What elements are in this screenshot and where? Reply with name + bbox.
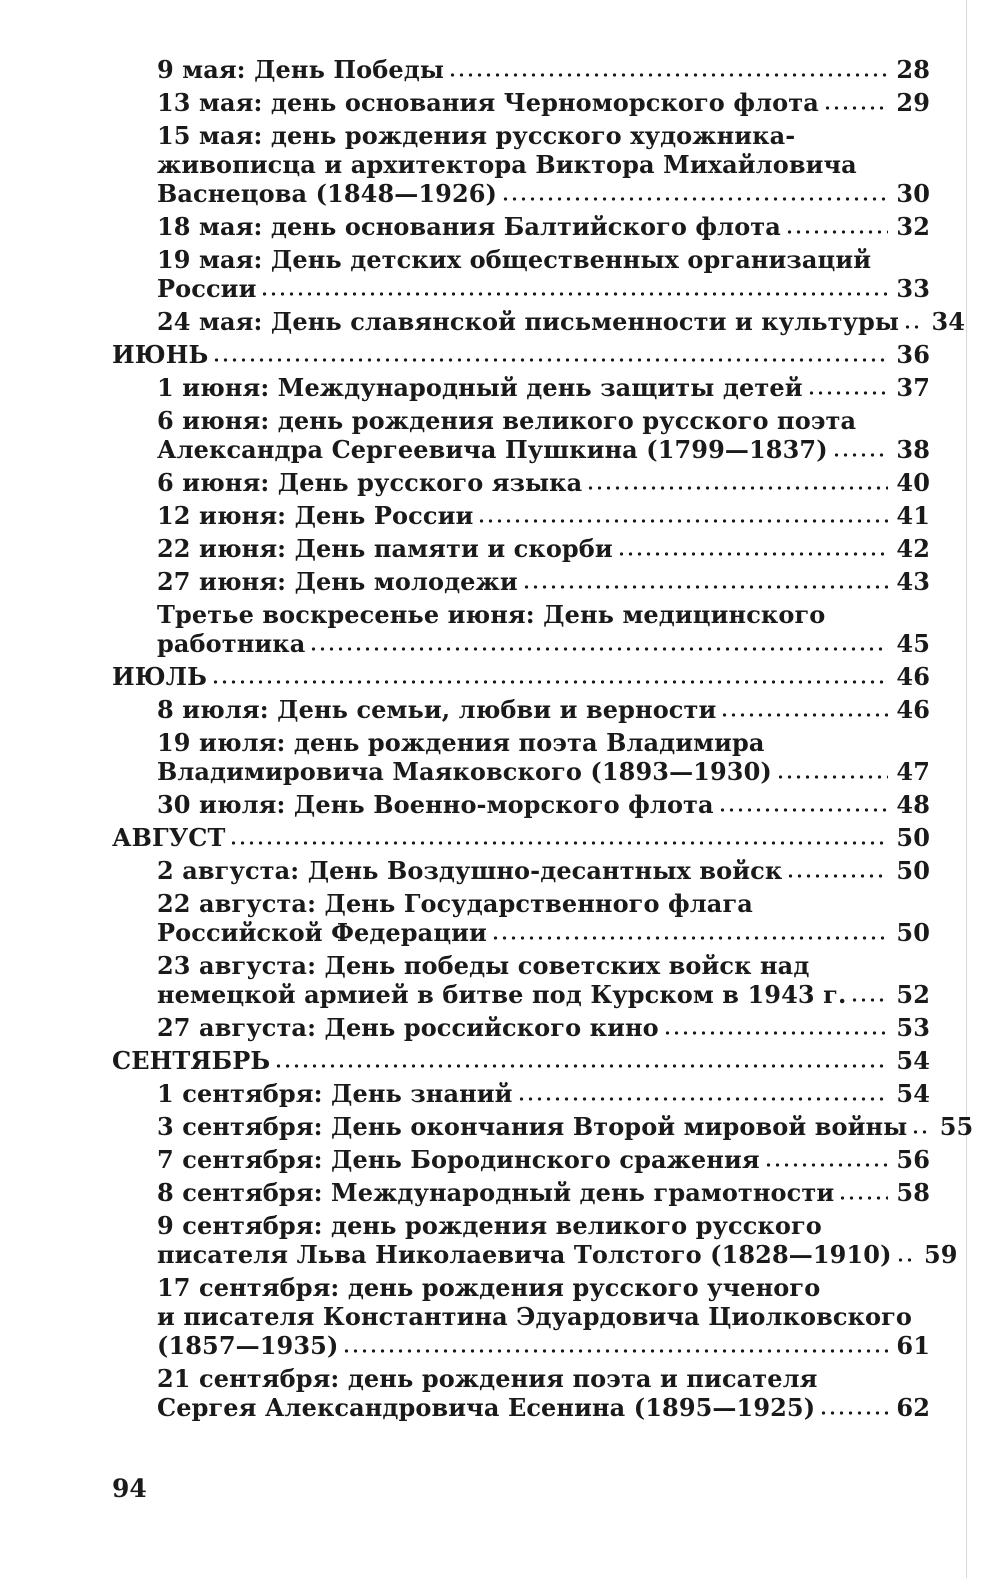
toc-entry-title-line: 9 мая: День Победы: [157, 55, 445, 84]
dot-leader: [786, 873, 888, 879]
dot-leader: [764, 1162, 888, 1168]
toc-entry[interactable]: [112, 951, 930, 1009]
dot-leader: [517, 1096, 888, 1102]
toc-page-number: 45: [896, 629, 930, 658]
toc-page-number: 30: [896, 179, 930, 208]
toc-entry-title-line: 24 мая: День славянской письменности и культуры: [157, 307, 900, 336]
table-of-contents: [112, 55, 974, 1426]
toc-page-number: 53: [896, 1013, 930, 1042]
toc-entry[interactable]: [112, 501, 930, 530]
toc-page-number: 41: [896, 501, 930, 530]
toc-month-heading[interactable]: [112, 340, 930, 369]
toc-entry-title-line: 8 июля: День семьи, любви и верности: [157, 695, 717, 724]
toc-entry[interactable]: [112, 406, 930, 464]
dot-leader: [501, 196, 888, 202]
page-number: 94: [112, 1474, 147, 1503]
dot-leader: [850, 997, 888, 1003]
toc-page-number: 62: [896, 1393, 930, 1422]
dot-leader: [896, 1257, 916, 1263]
toc-entry-title-line: 27 июня: День молодежи: [157, 567, 518, 596]
toc-page-number: 54: [896, 1046, 930, 1075]
dot-leader: [807, 390, 888, 396]
toc-entry-title-line: Александра Сергеевича Пушкина (1799—1837): [157, 435, 828, 464]
dot-leader: [832, 452, 888, 458]
toc-entry[interactable]: [112, 55, 930, 84]
toc-entry[interactable]: [112, 567, 930, 596]
toc-page-number: 42: [896, 534, 930, 563]
toc-entry-title-line: 7 сентября: День Бородинского сражения: [157, 1145, 760, 1174]
toc-page-number: 40: [896, 468, 930, 497]
dot-leader: [448, 72, 888, 78]
toc-entry-title-line: 1 сентября: День знаний: [157, 1079, 513, 1108]
dot-leader: [522, 584, 888, 590]
toc-entry[interactable]: [112, 856, 930, 885]
toc-entry-title-line: АВГУСТ: [112, 823, 226, 852]
toc-entry-title-line: ИЮНЬ: [112, 340, 209, 369]
dot-leader: [819, 1410, 888, 1416]
toc-entry-title-line: Российской Федерации: [157, 918, 487, 947]
toc-page-number: 59: [923, 1240, 958, 1269]
toc-month-heading[interactable]: [112, 662, 930, 691]
toc-page-number: 29: [896, 88, 930, 117]
toc-entry-title-line: 1 июня: Международный день защиты детей: [157, 373, 803, 402]
toc-entry[interactable]: [112, 889, 930, 947]
toc-entry[interactable]: [112, 1145, 930, 1174]
toc-page-number: 37: [896, 373, 930, 402]
toc-entry-title-line: Сергея Александровича Есенина (1895—1925): [157, 1393, 816, 1422]
toc-entry[interactable]: [112, 212, 930, 241]
toc-entry-title-line: 18 мая: день основания Балтийского флота: [157, 212, 781, 241]
dot-leader: [212, 357, 888, 363]
toc-entry[interactable]: [112, 245, 930, 303]
dot-leader: [617, 551, 888, 557]
toc-entry-title-line: 22 июня: День памяти и скорби: [157, 534, 613, 563]
toc-entry-title-line: России: [157, 274, 257, 303]
toc-page-number: 33: [896, 274, 930, 303]
dot-leader: [229, 840, 888, 846]
toc-entry-title-line: 12 июня: День России: [157, 501, 474, 530]
toc-entry-title-line: немецкой армией в битве под Курском в 1943 г.: [157, 980, 847, 1009]
toc-entry-title-line: 21 сентября: день рождения поэта и писателя: [157, 1364, 818, 1393]
toc-entry-title-line: СЕНТЯБРЬ: [112, 1046, 271, 1075]
toc-page-number: 54: [896, 1079, 930, 1108]
toc-entry[interactable]: [112, 1364, 930, 1422]
dot-leader: [342, 1348, 888, 1354]
dot-leader: [491, 935, 888, 941]
toc-entry-title-line: 9 сентября: день рождения великого русского: [157, 1211, 822, 1240]
toc-page-number: 43: [896, 567, 930, 596]
toc-entry-title-line: (1857—1935): [157, 1331, 339, 1360]
toc-entry[interactable]: [112, 468, 930, 497]
toc-entry-title-line: 27 августа: День российского кино: [157, 1013, 659, 1042]
toc-page-number: 52: [896, 980, 930, 1009]
dot-leader: [477, 518, 888, 524]
toc-entry-title-line: писателя Льва Николаевича Толстого (1828—1910): [157, 1240, 892, 1269]
toc-entry[interactable]: [112, 695, 930, 724]
toc-page-number: 50: [896, 823, 930, 852]
toc-page-number: 32: [896, 212, 930, 241]
dot-leader: [838, 1195, 888, 1201]
toc-entry-title-line: и писателя Константина Эдуардовича Циолковского: [157, 1302, 913, 1331]
toc-page-number: 50: [896, 918, 930, 947]
toc-page-number: 55: [939, 1112, 974, 1141]
dot-leader: [718, 807, 888, 813]
toc-entry[interactable]: [112, 121, 930, 208]
toc-page-number: 36: [896, 340, 930, 369]
dot-leader: [663, 1030, 888, 1036]
toc-entry-title-line: Владимировича Маяковского (1893—1930): [157, 757, 772, 786]
toc-entry[interactable]: [112, 373, 930, 402]
toc-page-number: 28: [896, 55, 930, 84]
toc-entry-title-line: Васнецова (1848—1926): [157, 179, 498, 208]
toc-entry-title-line: 2 августа: День Воздушно-десантных войск: [157, 856, 783, 885]
toc-entry-title-line: живописца и архитектора Виктора Михайловича: [157, 150, 857, 179]
dot-leader: [274, 1063, 888, 1069]
toc-entry[interactable]: [112, 1178, 930, 1207]
toc-entry-title-line: 19 июля: день рождения поэта Владимира: [157, 728, 765, 757]
dot-leader: [785, 229, 888, 235]
toc-entry-title-line: 8 сентября: Международный день грамотности: [157, 1178, 835, 1207]
dot-leader: [903, 324, 923, 330]
toc-page-number: 38: [896, 435, 930, 464]
toc-entry-title-line: работника: [157, 629, 306, 658]
toc-page-number: 50: [896, 856, 930, 885]
toc-entry-title-line: Третье воскресенье июня: День медицинского: [157, 600, 826, 629]
toc-entry-title-line: 19 мая: День детских общественных организаций: [157, 245, 872, 274]
toc-entry-title-line: 6 июня: День русского языка: [157, 468, 583, 497]
toc-entry[interactable]: [112, 1273, 930, 1360]
toc-page-number: 48: [896, 790, 930, 819]
toc-entry-title-line: 6 июня: день рождения великого русского поэта: [157, 406, 857, 435]
dot-leader: [260, 291, 888, 297]
toc-entry[interactable]: [112, 534, 930, 563]
toc-page-number: 46: [896, 695, 930, 724]
toc-page-number: 61: [896, 1331, 930, 1360]
toc-entry-title-line: 30 июля: День Военно-морского флота: [157, 790, 714, 819]
dot-leader: [211, 679, 888, 685]
toc-entry-title-line: 22 августа: День Государственного флага: [157, 889, 753, 918]
toc-month-heading[interactable]: [112, 823, 930, 852]
toc-entry-title-line: 3 сентября: День окончания Второй мировой войны: [157, 1112, 908, 1141]
toc-entry[interactable]: [112, 307, 966, 336]
toc-page-number: 34: [931, 307, 966, 336]
dot-leader: [823, 105, 888, 111]
dot-leader: [586, 485, 888, 491]
toc-page-number: 58: [896, 1178, 930, 1207]
toc-page-number: 46: [896, 662, 930, 691]
toc-entry-title-line: 15 мая: день рождения русского художника-: [157, 121, 796, 150]
toc-entry-title-line: 23 августа: День победы советских войск над: [157, 951, 810, 980]
dot-leader: [720, 712, 888, 718]
toc-page-number: 47: [896, 757, 930, 786]
toc-entry[interactable]: [112, 1211, 958, 1269]
dot-leader: [911, 1129, 931, 1135]
toc-entry[interactable]: [112, 790, 930, 819]
toc-entry-title-line: 13 мая: день основания Черноморского флота: [157, 88, 819, 117]
toc-entry[interactable]: [112, 1079, 930, 1108]
page-edge-shadow: [966, 0, 967, 1578]
dot-leader: [309, 646, 888, 652]
toc-page-number: 56: [896, 1145, 930, 1174]
toc-entry[interactable]: [112, 1112, 974, 1141]
toc-entry[interactable]: [112, 1013, 930, 1042]
toc-month-heading[interactable]: [112, 1046, 930, 1075]
toc-entry[interactable]: [112, 88, 930, 117]
toc-entry[interactable]: [112, 600, 930, 658]
toc-entry-title-line: ИЮЛЬ: [112, 662, 207, 691]
toc-entry[interactable]: [112, 728, 930, 786]
dot-leader: [776, 774, 888, 780]
toc-entry-title-line: 17 сентября: день рождения русского ученого: [157, 1273, 821, 1302]
